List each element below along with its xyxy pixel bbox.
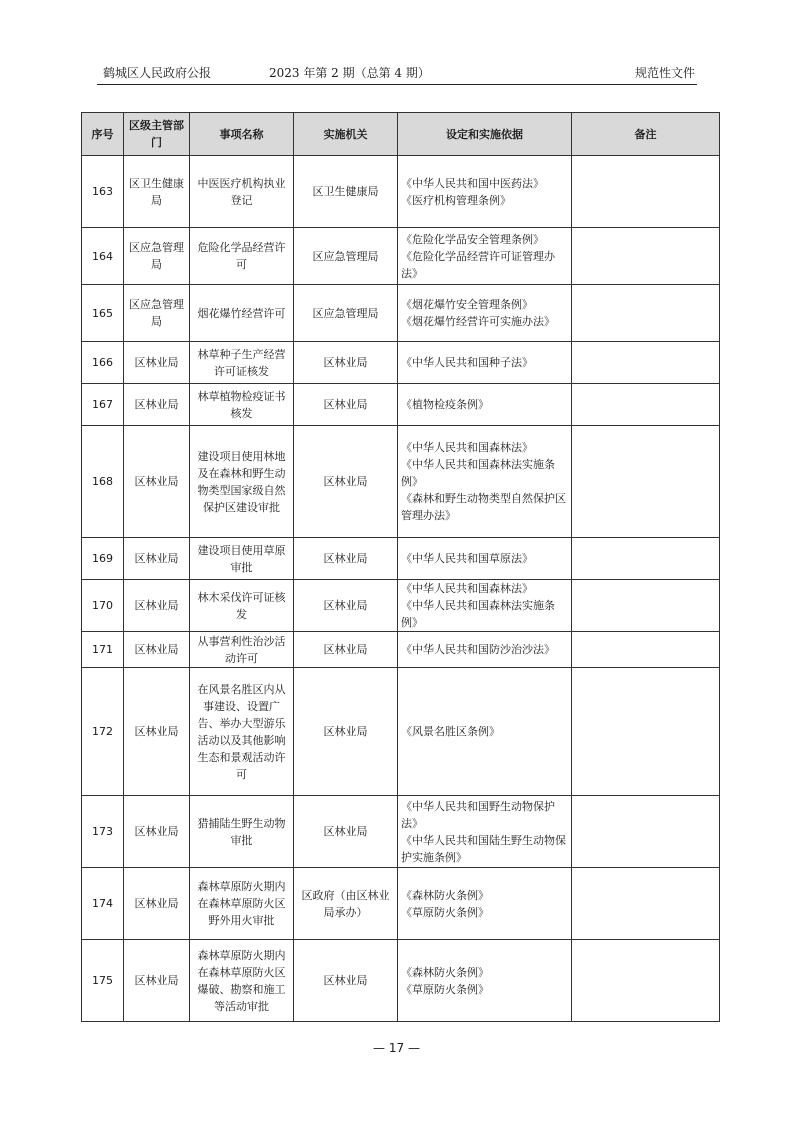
header-rule — [97, 84, 697, 85]
basis-line: 《中华人民共和国森林法》 — [401, 441, 533, 454]
cell-note — [572, 285, 720, 342]
issue-number: 2023 年第 2 期（总第 4 期） — [269, 66, 430, 80]
cell-implementing-org: 区林业局 — [294, 384, 398, 426]
cell-note — [572, 228, 720, 285]
cell-number: 165 — [82, 285, 124, 342]
cell-implementing-org: 区林业局 — [294, 580, 398, 632]
cell-implementing-org: 区林业局 — [294, 632, 398, 668]
cell-department: 区卫生健康局 — [124, 156, 190, 228]
cell-implementing-org: 区林业局 — [294, 342, 398, 384]
table-row — [82, 796, 720, 868]
cell-number: 164 — [82, 228, 124, 285]
basis-line: 《中华人民共和国草原法》 — [401, 552, 533, 565]
basis-line: 《中华人民共和国森林法实施条例》 — [401, 599, 555, 629]
basis-line: 《森林和野生动物类型自然保护区管理办法》 — [401, 492, 566, 522]
cell-item-name: 建设项目使用林地及在森林和野生动物类型国家级自然保护区建设审批 — [190, 426, 294, 538]
cell-number: 172 — [82, 668, 124, 796]
cell-department: 区林业局 — [124, 342, 190, 384]
cell-number: 169 — [82, 538, 124, 580]
cell-basis — [398, 538, 572, 580]
cell-item-name: 林草植物检疫证书核发 — [190, 384, 294, 426]
cell-note — [572, 796, 720, 868]
basis-line: 《中华人民共和国野生动物保护法》 — [401, 799, 555, 830]
col-header-item: 事项名称 — [190, 113, 294, 156]
table-row — [82, 426, 720, 538]
cell-item-name: 在风景名胜区内从事建设、设置广告、举办大型游乐活动以及其他影响生态和景观活动许可 — [190, 668, 294, 796]
cell-item-name: 从事营利性治沙活动许可 — [190, 632, 294, 668]
col-header-num: 序号 — [82, 113, 124, 156]
cell-note — [572, 426, 720, 538]
cell-note — [572, 342, 720, 384]
table-row — [82, 342, 720, 384]
basis-line: 《植物检疫条例》 — [401, 398, 489, 411]
cell-note — [572, 668, 720, 796]
basis-line: 《中华人民共和国种子法》 — [401, 356, 533, 369]
cell-department: 区林业局 — [124, 426, 190, 538]
cell-implementing-org: 区应急管理局 — [294, 228, 398, 285]
basis-line: 《中华人民共和国陆生野生动物保护实施条例》 — [401, 833, 566, 864]
cell-item-name: 烟花爆竹经营许可 — [190, 285, 294, 342]
cell-number: 173 — [82, 796, 124, 868]
cell-item-name: 建设项目使用草原审批 — [190, 538, 294, 580]
page-number: — 17 — — [373, 1041, 420, 1055]
col-header-org: 实施机关 — [294, 113, 398, 156]
basis-line: 《危险化学品安全管理条例》 — [401, 232, 544, 246]
basis-line: 《森林防火条例》 — [401, 888, 489, 902]
basis-line: 《中华人民共和国防沙治沙法》 — [401, 643, 555, 656]
cell-basis — [398, 940, 572, 1022]
cell-item-name: 森林草原防火期内在森林草原防火区野外用火审批 — [190, 868, 294, 940]
cell-number: 163 — [82, 156, 124, 228]
table-row — [82, 285, 720, 342]
cell-number: 175 — [82, 940, 124, 1022]
cell-implementing-org: 区卫生健康局 — [294, 156, 398, 228]
cell-basis — [398, 285, 572, 342]
cell-implementing-org: 区林业局 — [294, 668, 398, 796]
table-row — [82, 868, 720, 940]
bulletin-name: 鹤城区人民政府公报 — [103, 66, 212, 80]
cell-department: 区林业局 — [124, 796, 190, 868]
cell-number: 170 — [82, 580, 124, 632]
basis-line: 《烟花爆竹经营许可实施办法》 — [401, 315, 555, 328]
cell-implementing-org: 区林业局 — [294, 538, 398, 580]
basis-line: 《中华人民共和国森林法实施条例》 — [401, 458, 555, 488]
cell-item-name: 森林草原防火期内在森林草原防火区爆破、勘察和施工等活动审批 — [190, 940, 294, 1022]
cell-department: 区应急管理局 — [124, 228, 190, 285]
permit-table — [81, 112, 720, 1022]
table-row — [82, 228, 720, 285]
cell-item-name: 危险化学品经营许可 — [190, 228, 294, 285]
cell-basis — [398, 580, 572, 632]
cell-basis — [398, 156, 572, 228]
cell-item-name: 猎捕陆生野生动物审批 — [190, 796, 294, 868]
cell-basis — [398, 228, 572, 285]
col-header-dept: 区级主管部门 — [124, 113, 190, 156]
table-row — [82, 632, 720, 668]
cell-note — [572, 632, 720, 668]
cell-note — [572, 868, 720, 940]
cell-note — [572, 156, 720, 228]
cell-implementing-org: 区林业局 — [294, 796, 398, 868]
basis-line: 《森林防火条例》 — [401, 965, 489, 979]
table-row — [82, 580, 720, 632]
cell-note — [572, 538, 720, 580]
table-row — [82, 538, 720, 580]
basis-line: 《草原防火条例》 — [401, 905, 489, 919]
cell-note — [572, 384, 720, 426]
cell-implementing-org: 区政府（由区林业局承办） — [294, 868, 398, 940]
cell-implementing-org: 区应急管理局 — [294, 285, 398, 342]
basis-line: 《医疗机构管理条例》 — [401, 193, 511, 207]
cell-department: 区林业局 — [124, 940, 190, 1022]
basis-line: 《中华人民共和国中医药法》 — [401, 176, 544, 190]
cell-basis — [398, 668, 572, 796]
cell-department: 区林业局 — [124, 868, 190, 940]
cell-department: 区林业局 — [124, 580, 190, 632]
page-header — [97, 64, 697, 82]
basis-line: 《中华人民共和国森林法》 — [401, 582, 533, 595]
col-header-basis: 设定和实施依据 — [398, 113, 572, 156]
basis-line: 《危险化学品经营许可证管理办法》 — [401, 249, 555, 280]
cell-implementing-org: 区林业局 — [294, 426, 398, 538]
cell-department: 区林业局 — [124, 632, 190, 668]
table-header-row — [82, 113, 720, 156]
table-body — [82, 156, 720, 1022]
col-header-note: 备注 — [572, 113, 720, 156]
cell-basis — [398, 632, 572, 668]
cell-number: 167 — [82, 384, 124, 426]
cell-note — [572, 580, 720, 632]
cell-basis — [398, 342, 572, 384]
cell-basis — [398, 426, 572, 538]
cell-number: 166 — [82, 342, 124, 384]
cell-item-name: 林草种子生产经营许可证核发 — [190, 342, 294, 384]
cell-item-name: 中医医疗机构执业登记 — [190, 156, 294, 228]
cell-number: 171 — [82, 632, 124, 668]
cell-department: 区林业局 — [124, 538, 190, 580]
cell-number: 168 — [82, 426, 124, 538]
cell-note — [572, 940, 720, 1022]
cell-number: 174 — [82, 868, 124, 940]
table-row — [82, 156, 720, 228]
basis-line: 《草原防火条例》 — [401, 982, 489, 996]
cell-department: 区林业局 — [124, 668, 190, 796]
cell-implementing-org: 区林业局 — [294, 940, 398, 1022]
basis-line: 《烟花爆竹安全管理条例》 — [401, 298, 533, 311]
table-row — [82, 384, 720, 426]
cell-basis — [398, 796, 572, 868]
basis-line: 《风景名胜区条例》 — [401, 725, 500, 738]
section-name: 规范性文件 — [634, 66, 695, 80]
cell-department: 区林业局 — [124, 384, 190, 426]
table-row — [82, 668, 720, 796]
cell-item-name: 林木采伐许可证核发 — [190, 580, 294, 632]
cell-basis — [398, 868, 572, 940]
cell-department: 区应急管理局 — [124, 285, 190, 342]
cell-basis — [398, 384, 572, 426]
table-row — [82, 940, 720, 1022]
